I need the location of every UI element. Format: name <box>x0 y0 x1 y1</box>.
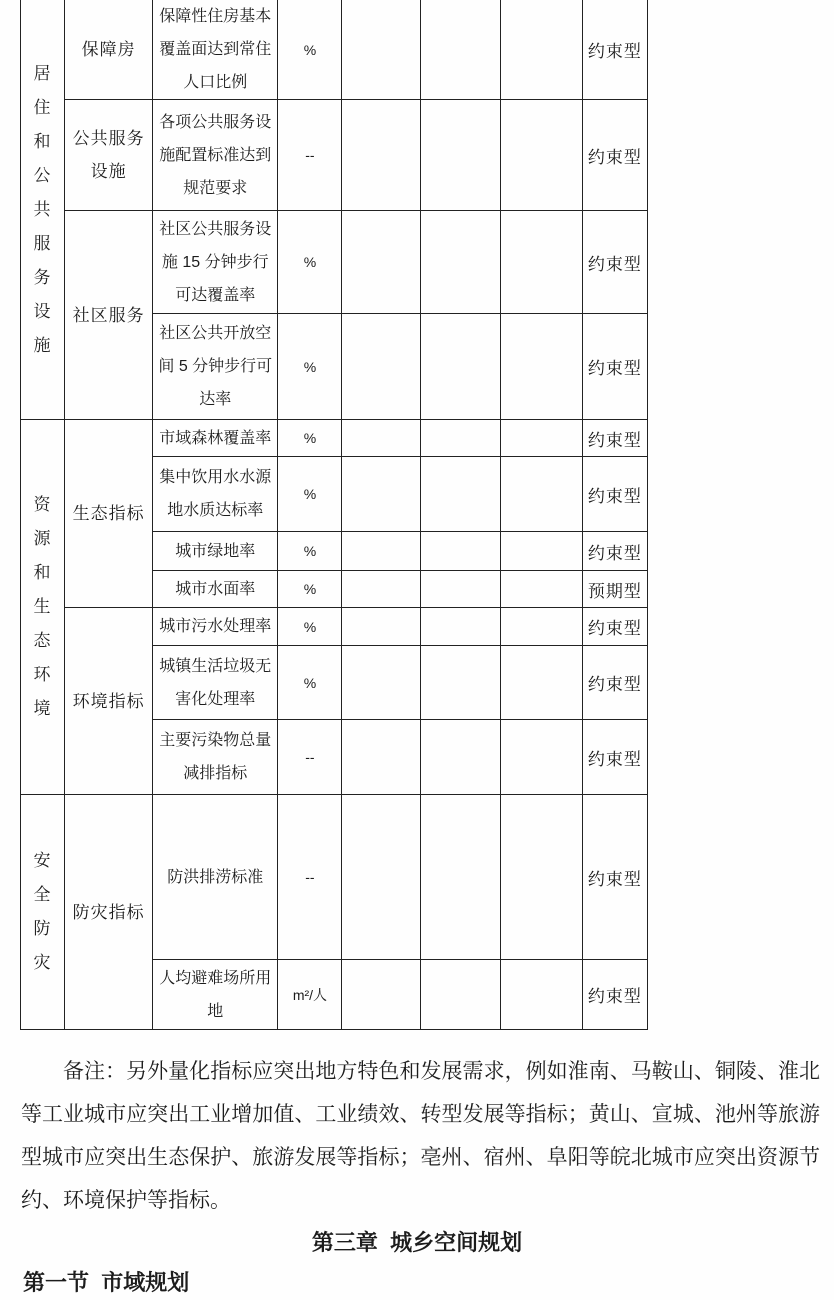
cell-empty <box>500 0 582 100</box>
cell-unit: % <box>278 211 342 314</box>
cell-empty <box>342 532 420 571</box>
cell-empty <box>342 0 420 100</box>
cell-type: 约束型 <box>582 314 647 420</box>
cell-empty <box>420 571 500 608</box>
cell-category-residential <box>21 0 65 420</box>
cell-empty <box>500 795 582 960</box>
table-row <box>21 211 648 314</box>
cell-unit: % <box>278 314 342 420</box>
cell-indicator: 主要污染物总量减排指标 <box>153 720 278 795</box>
cell-empty <box>420 646 500 720</box>
table-row <box>21 420 648 457</box>
cell-empty <box>342 100 420 211</box>
cell-empty <box>500 420 582 457</box>
cell-empty <box>500 646 582 720</box>
cell-indicator: 社区公共服务设施 15 分钟步行可达覆盖率 <box>153 211 278 314</box>
cell-empty <box>420 960 500 1030</box>
cell-category-safety <box>21 795 65 1030</box>
note-paragraph: 备注：另外量化指标应突出地方特色和发展需求，例如淮南、马鞍山、铜陵、淮北等工业城市应突出工业增加值、工业绩效、转型发展等指标；黄山、宣城、池州等旅游型城市应突出生态保护、旅游发展等指标；亳州、宿州、阜阳等皖北城市应突出资源节约、环境保护等指标。 <box>21 1060 820 1212</box>
cell-unit: m²/人 <box>278 960 342 1030</box>
cell-indicator: 社区公共开放空间 5 分钟步行可达率 <box>153 314 278 420</box>
cell-unit: -- <box>278 100 342 211</box>
cell-empty <box>500 960 582 1030</box>
cell-subcategory: 公共服务设施 <box>65 100 153 211</box>
cell-empty <box>342 211 420 314</box>
table-row <box>21 0 648 100</box>
cell-empty <box>420 795 500 960</box>
cell-empty <box>342 457 420 532</box>
cell-indicator: 保障性住房基本覆盖面达到常住人口比例 <box>153 0 278 100</box>
cell-empty <box>420 0 500 100</box>
cell-type: 约束型 <box>582 795 647 960</box>
cell-unit: % <box>278 0 342 100</box>
cell-empty <box>500 532 582 571</box>
cell-empty <box>500 211 582 314</box>
cell-type: 约束型 <box>582 532 647 571</box>
cell-type: 约束型 <box>582 720 647 795</box>
cell-subcategory: 社区服务 <box>65 211 153 420</box>
cell-empty <box>500 720 582 795</box>
indicator-table <box>20 0 648 1030</box>
cell-category-ecology <box>21 420 65 795</box>
cell-subcategory: 生态指标 <box>65 420 153 608</box>
cell-unit: % <box>278 608 342 646</box>
cell-unit: % <box>278 646 342 720</box>
cell-empty <box>342 571 420 608</box>
cell-indicator: 城市水面率 <box>153 571 278 608</box>
cell-unit: -- <box>278 795 342 960</box>
cell-empty <box>500 608 582 646</box>
cell-subcategory: 保障房 <box>65 0 153 100</box>
cell-type: 约束型 <box>582 420 647 457</box>
cell-type: 约束型 <box>582 100 647 211</box>
cell-subcategory: 环境指标 <box>65 608 153 795</box>
cell-empty <box>420 211 500 314</box>
category-vertical-text: 资源和生态环境 <box>33 495 52 718</box>
cell-empty <box>420 457 500 532</box>
cell-type: 约束型 <box>582 211 647 314</box>
cell-empty <box>342 420 420 457</box>
cell-indicator: 城市绿地率 <box>153 532 278 571</box>
cell-type: 约束型 <box>582 0 647 100</box>
cell-empty <box>420 532 500 571</box>
table-row <box>21 795 648 960</box>
cell-unit: -- <box>278 720 342 795</box>
cell-unit: % <box>278 532 342 571</box>
cell-empty <box>420 720 500 795</box>
cell-empty <box>500 100 582 211</box>
table-row <box>21 100 648 211</box>
cell-empty <box>420 100 500 211</box>
cell-indicator: 城镇生活垃圾无害化处理率 <box>153 646 278 720</box>
cell-empty <box>420 608 500 646</box>
cell-empty <box>500 314 582 420</box>
cell-empty <box>342 720 420 795</box>
cell-empty <box>342 960 420 1030</box>
cell-empty <box>342 608 420 646</box>
cell-type: 预期型 <box>582 571 647 608</box>
chapter-heading: 第三章 城乡空间规划 <box>311 1230 523 1255</box>
cell-subcategory: 防灾指标 <box>65 795 153 1030</box>
cell-indicator: 各项公共服务设施配置标准达到规范要求 <box>153 100 278 211</box>
cell-empty <box>500 457 582 532</box>
cell-unit: % <box>278 571 342 608</box>
cell-indicator: 防洪排涝标准 <box>153 795 278 960</box>
cell-indicator: 人均避难场所用地 <box>153 960 278 1030</box>
cell-type: 约束型 <box>582 457 647 532</box>
cell-unit: % <box>278 457 342 532</box>
cell-indicator: 市域森林覆盖率 <box>153 420 278 457</box>
category-vertical-text: 安全防灾 <box>33 851 52 972</box>
category-vertical-text: 居住和公共服务设施 <box>33 63 52 355</box>
cell-type: 约束型 <box>582 960 647 1030</box>
cell-indicator: 城市污水处理率 <box>153 608 278 646</box>
cell-type: 约束型 <box>582 646 647 720</box>
cell-empty <box>342 646 420 720</box>
section-heading: 第一节 市域规划 <box>23 1270 190 1295</box>
cell-indicator: 集中饮用水水源地水质达标率 <box>153 457 278 532</box>
cell-unit: % <box>278 420 342 457</box>
cell-empty <box>420 420 500 457</box>
cell-type: 约束型 <box>582 608 647 646</box>
cell-empty <box>420 314 500 420</box>
cell-empty <box>342 314 420 420</box>
table-row <box>21 608 648 646</box>
cell-empty <box>500 571 582 608</box>
cell-empty <box>342 795 420 960</box>
